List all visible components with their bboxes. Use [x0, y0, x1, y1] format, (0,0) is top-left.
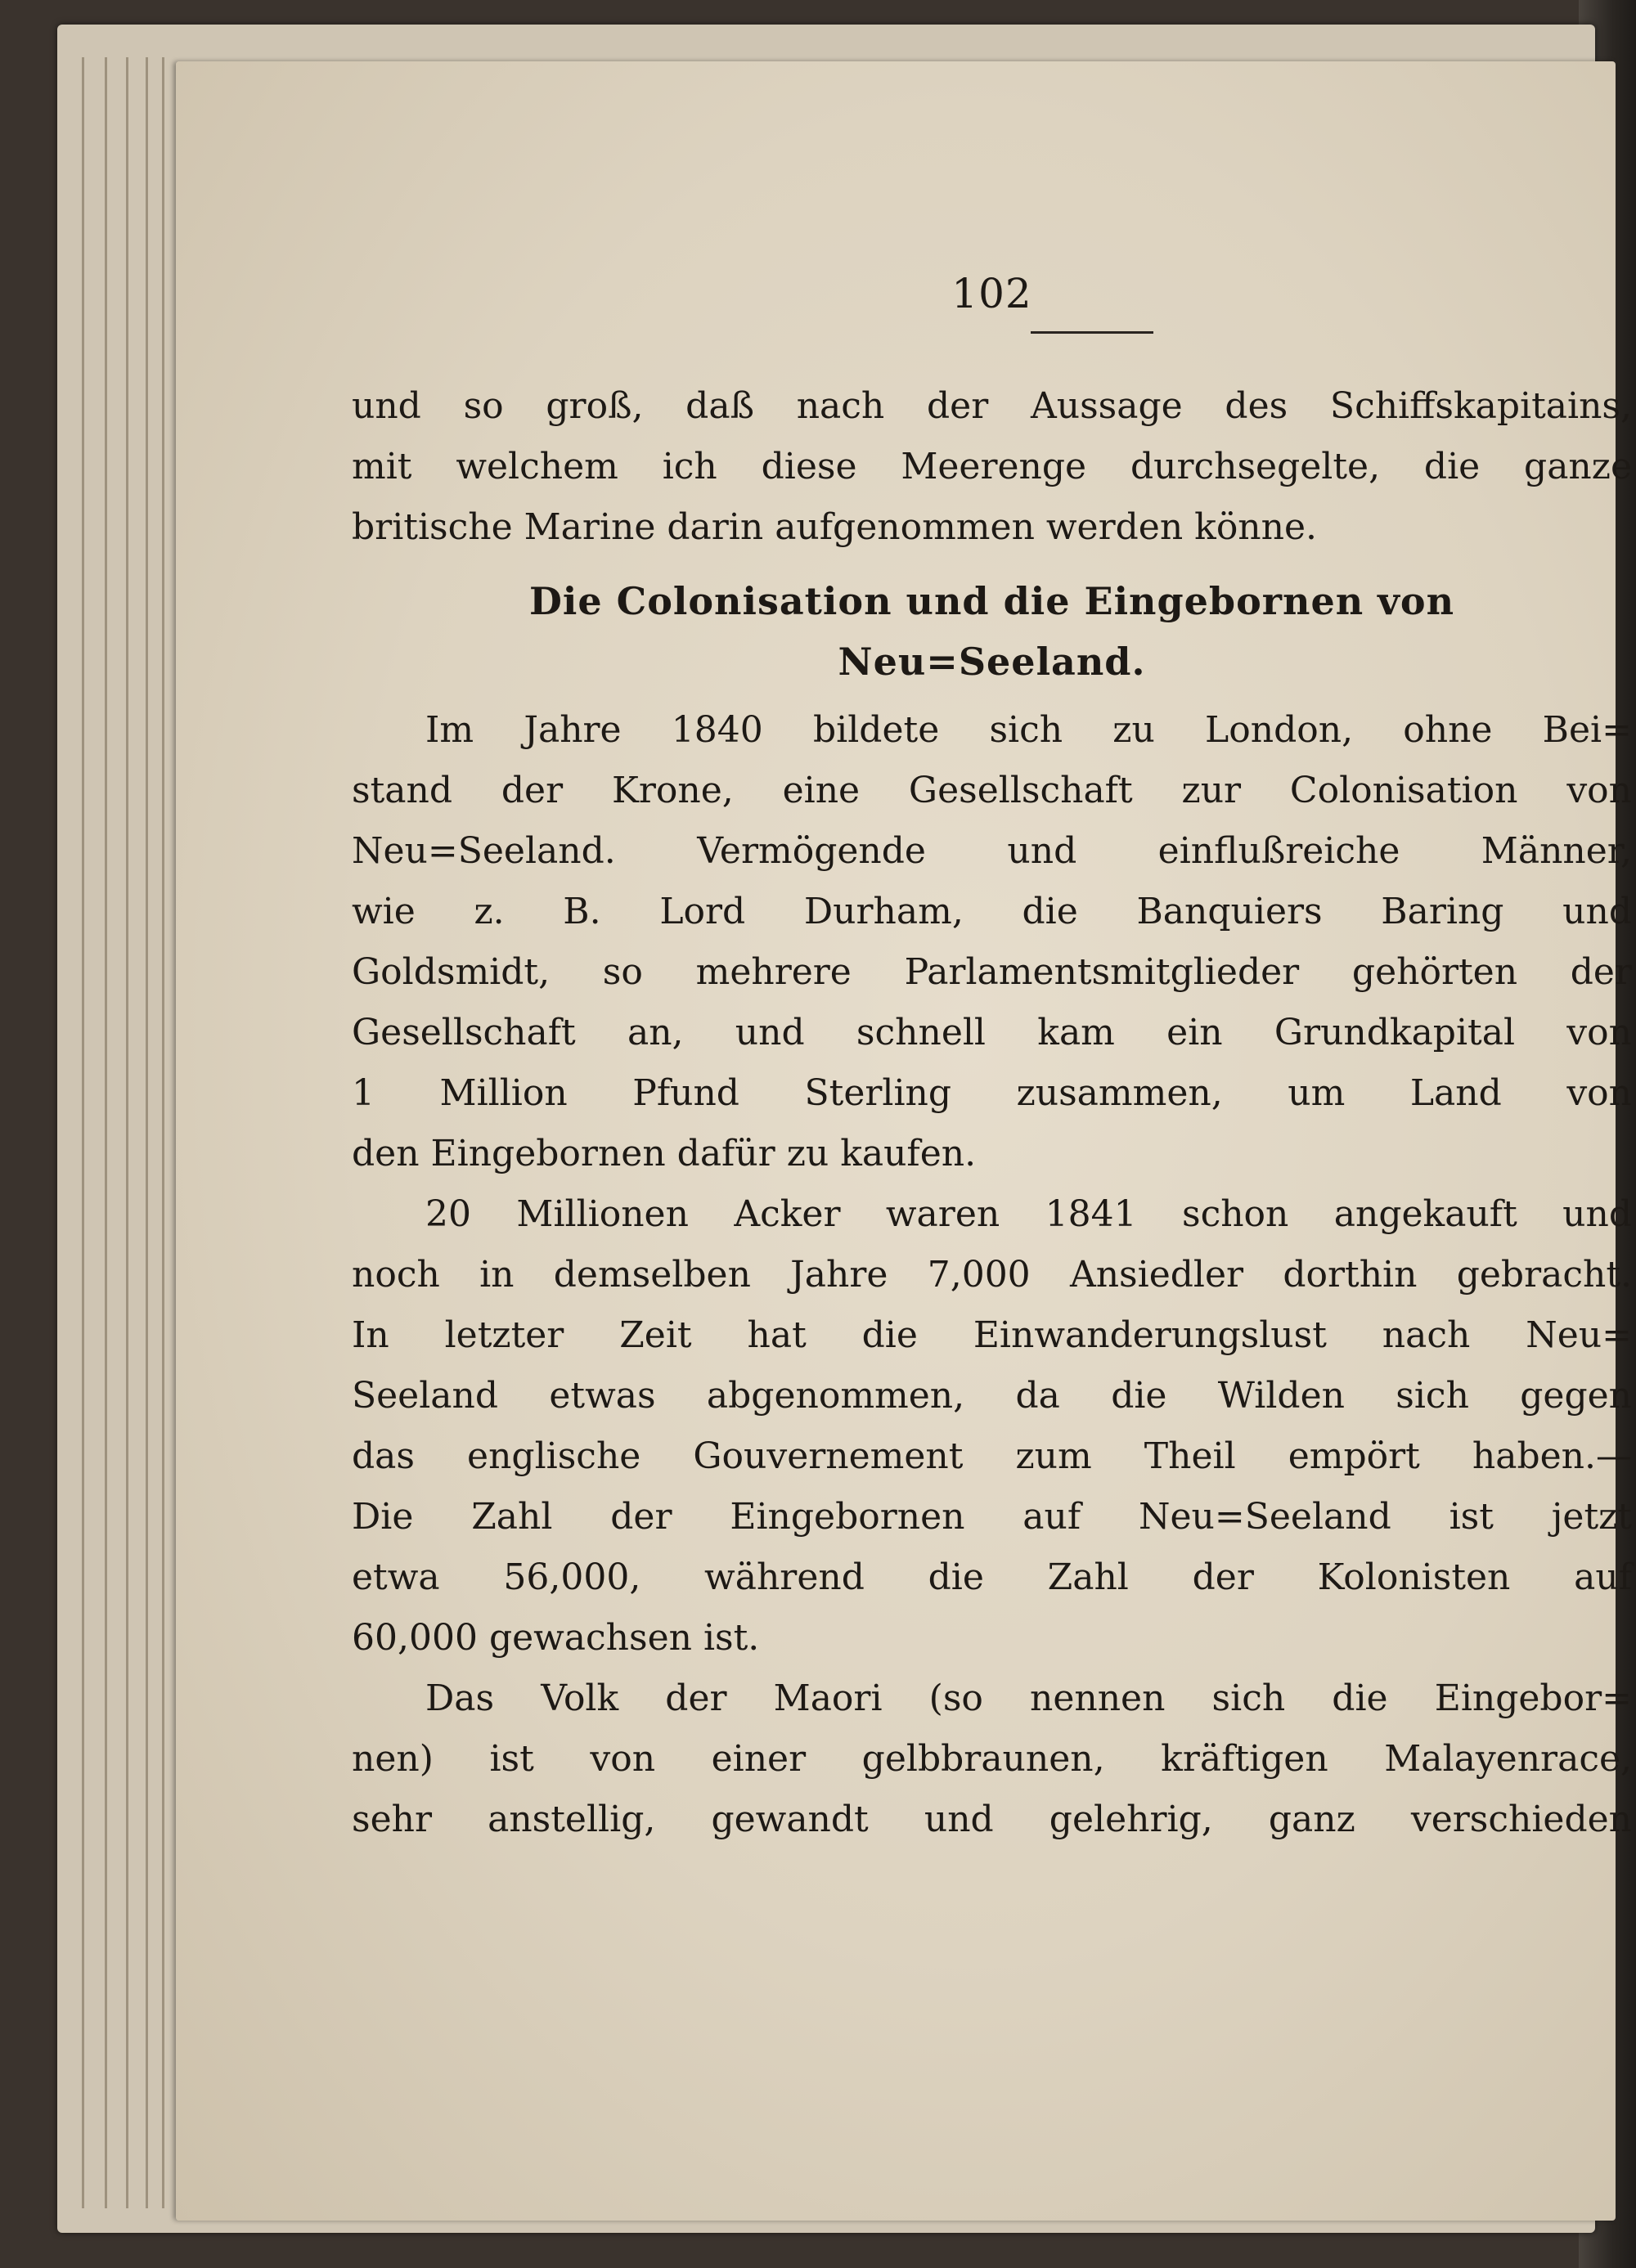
text-line: den Eingebornen dafür zu kaufen.	[352, 1133, 977, 1174]
text-line: etwa 56,000, während die Zahl der Kolonisten auf	[352, 1556, 1632, 1598]
text-line: In letzter Zeit hat die Einwanderungslust nach Neu=	[352, 1314, 1632, 1356]
text-line: Gesellschaft an, und schnell kam ein Grundkapital von	[352, 1012, 1632, 1053]
text-line: und so groß, daß nach der Aussage des Schiffskapitains,	[352, 385, 1632, 427]
book-page	[176, 61, 1632, 2221]
text-line: das englische Gouvernement zum Theil empört haben.—	[352, 1435, 1632, 1477]
text-line: Goldsmidt, so mehrere Parlamentsmitglieder gehörten der	[352, 951, 1632, 993]
page-edge-line	[82, 57, 84, 2208]
page-edge-line	[105, 57, 107, 2208]
text-line: 20 Millionen Acker waren 1841 schon angekauft und	[425, 1193, 1632, 1235]
text-line: 60,000 gewachsen ist.	[352, 1617, 760, 1659]
text-line: Das Volk der Maori (so nennen sich die Eingebor=	[425, 1677, 1632, 1719]
text-line: wie z. B. Lord Durham, die Banquiers Baring und	[352, 891, 1632, 932]
section-heading: Die Colonisation und die Eingebornen von	[528, 579, 1455, 623]
text-line: britische Marine darin aufgenommen werden könne.	[352, 506, 1318, 548]
text-line: Neu=Seeland. Vermögende und einflußreiche Männer,	[352, 830, 1632, 872]
text-line: nen) ist von einer gelbbraunen, kräftigen Malayenrace,	[352, 1738, 1632, 1780]
text-line: 1 Million Pfund Sterling zusammen, um Land von	[352, 1072, 1632, 1114]
text-line: mit welchem ich diese Meerenge durchsegelte, die ganze	[352, 446, 1632, 487]
page-number-rule	[1031, 331, 1153, 334]
text-line: Die Zahl der Eingebornen auf Neu=Seeland ist jetzt	[352, 1496, 1632, 1538]
body-text	[352, 376, 1632, 1850]
page-edge-line	[126, 57, 128, 2208]
text-line: Seeland etwas abgenommen, da die Wilden sich gegen	[352, 1375, 1632, 1417]
section-heading: Neu=Seeland.	[838, 640, 1146, 684]
text-line: stand der Krone, eine Gesellschaft zur Colonisation von	[352, 770, 1632, 811]
page-number: 102	[951, 270, 1032, 317]
text-line: noch in demselben Jahre 7,000 Ansiedler dorthin gebracht.	[352, 1254, 1632, 1296]
page-edge-line	[162, 57, 164, 2208]
page-edge-line	[146, 57, 148, 2208]
text-line: Im Jahre 1840 bildete sich zu London, ohne Bei=	[425, 709, 1632, 751]
text-line: sehr anstellig, gewandt und gelehrig, ganz verschieden	[352, 1799, 1632, 1840]
